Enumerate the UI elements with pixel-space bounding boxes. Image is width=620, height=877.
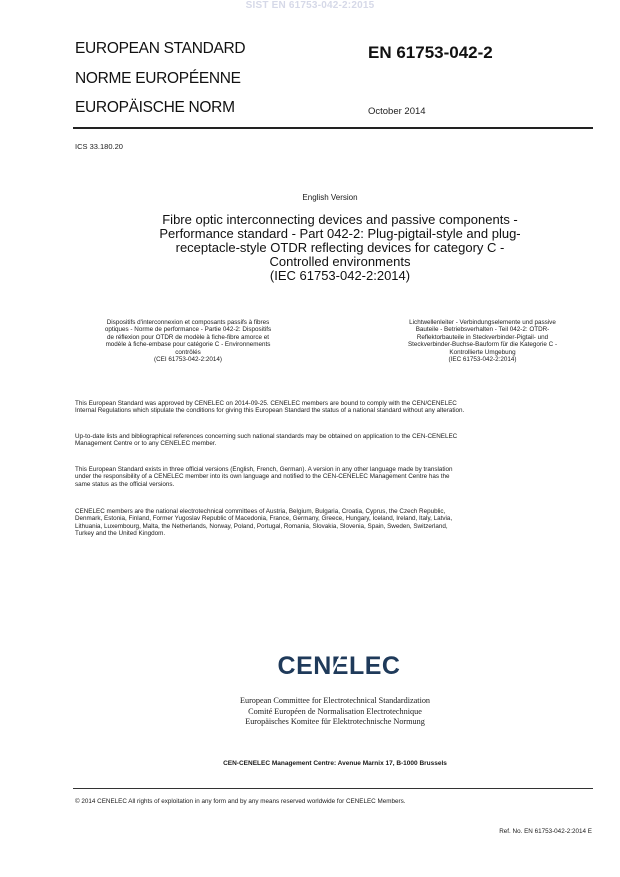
- french-title-line: de réflexion pour OTDR de modèle à fiche-fibre amorce et: [106, 333, 270, 341]
- ics-code: ICS 33.180.20: [75, 142, 123, 151]
- standard-number: EN 61753-042-2: [368, 43, 493, 62]
- document-title: [110, 213, 570, 283]
- paragraph-line: Turkey and the United Kingdom.: [75, 530, 166, 538]
- references-paragraph: [75, 433, 595, 448]
- members-paragraph: [75, 508, 595, 538]
- title-line: receptacle-style OTDR reflecting devices for category C -: [175, 240, 505, 255]
- german-title-line: Steckverbinder-Buchse-Bauform für die Kategorie C -: [407, 341, 558, 349]
- watermark: SIST EN 61753-042-2:2015: [245, 0, 375, 11]
- paragraph-line: This European Standard was approved by CENELEC on 2014-09-25. CENELEC members are bound to comply with the CEN/CENELEC: [75, 400, 457, 407]
- standard-name-fr: NORME EUROPÉENNE: [75, 70, 241, 87]
- paragraph-line: Lithuania, Luxembourg, Malta, the Netherlands, Norway, Poland, Portugal, Romania, Slovakia, Slovenia, Spain, Sweden, Switzerland,: [75, 522, 448, 530]
- management-centre-address: CEN-CENELEC Management Centre: Avenue Marnix 17, B-1000 Brussels: [223, 760, 447, 767]
- publication-date: October 2014: [368, 106, 426, 117]
- copyright-notice: © 2014 CENELEC All rights of exploitation in any form and by any means reserved worldwide for CENELEC Members.: [75, 798, 406, 805]
- committee-name-en: European Committee for Electrotechnical Standardization: [239, 696, 431, 705]
- title-line: (IEC 61753-042-2:2014): [269, 268, 411, 283]
- german-title: [370, 319, 595, 363]
- german-title-line: Lichtwellenleiter - Verbindungselemente und passive: [409, 319, 556, 326]
- committee-name-fr: Comité Européen de Normalisation Electrotechnique: [248, 706, 422, 716]
- paragraph-line: same status as the official versions.: [75, 480, 175, 488]
- title-line: Performance standard - Part 042-2: Plug-pigtail-style and plug-: [159, 226, 521, 241]
- versions-paragraph: [75, 466, 595, 488]
- german-title-line: Reflektorbauteile in Steckverbinder-Pigtail- und: [416, 333, 549, 341]
- approval-paragraph: [75, 400, 595, 415]
- standard-name-en: EUROPEAN STANDARD: [75, 40, 246, 57]
- french-title: [75, 319, 301, 363]
- german-title-line: (IEC 61753-042-2:2014): [448, 356, 517, 364]
- logo-wordmark: CENELEC: [277, 652, 401, 680]
- french-title-line: Dispositifs d'interconnexion et composants passifs à fibres: [106, 319, 270, 326]
- paragraph-line: This European Standard exists in three official versions (English, French, German). A version in any other language made by translation: [75, 466, 453, 473]
- paragraph-line: Internal Regulations which stipulate the conditions for giving this European Standard the status of a national standard without any alteration.: [75, 407, 465, 415]
- german-title-line: Bauteile - Betriebsverhalten - Teil 042-2: OTDR-: [415, 326, 550, 334]
- committee-name-de: Europäisches Komitee für Elektrotechnische Normung: [245, 717, 425, 726]
- french-title-line: (CEI 61753-042-2:2014): [154, 356, 222, 364]
- title-line: Controlled environments: [269, 254, 411, 269]
- paragraph-line: Denmark, Estonia, Finland, Former Yugoslav Republic of Macedonia, France, Germany, Greece, Hungary, Iceland, Ireland, Italy, Latvia,: [75, 515, 453, 523]
- standard-name-de: EUROPÄISCHE NORM: [75, 99, 235, 116]
- version-label: English Version: [302, 193, 358, 202]
- french-title-line: optiques - Norme de performance - Partie 042-2: Dispositifs: [104, 326, 272, 334]
- french-title-line: modèle à fiche-embase pour catégorie C - Environnements: [105, 341, 271, 349]
- paragraph-line: under the responsibility of a CENELEC member into its own language and notified to the CEN-CENELEC Management Centre has the: [75, 473, 450, 481]
- committee-names: [75, 696, 595, 728]
- reference-number: Ref. No. EN 61753-042-2:2014 E: [499, 828, 592, 835]
- german-title-line: Kontrollierte Umgebung: [449, 348, 516, 356]
- footer-divider: [73, 788, 593, 789]
- header-divider: [73, 127, 593, 129]
- paragraph-line: CENELEC members are the national electrotechnical committees of Austria, Belgium, Bulgaria, Croatia, Cyprus, the Czech Republic,: [75, 508, 446, 515]
- cenelec-logo: [277, 645, 401, 681]
- french-title-line: contrôlés: [175, 348, 201, 356]
- title-line: Fibre optic interconnecting devices and passive components -: [162, 212, 518, 227]
- paragraph-line: Management Centre or to any CENELEC member.: [75, 440, 217, 448]
- paragraph-line: Up-to-date lists and bibliographical references concerning such national standards may be obtained on application to the CEN-CENELEC: [75, 433, 458, 440]
